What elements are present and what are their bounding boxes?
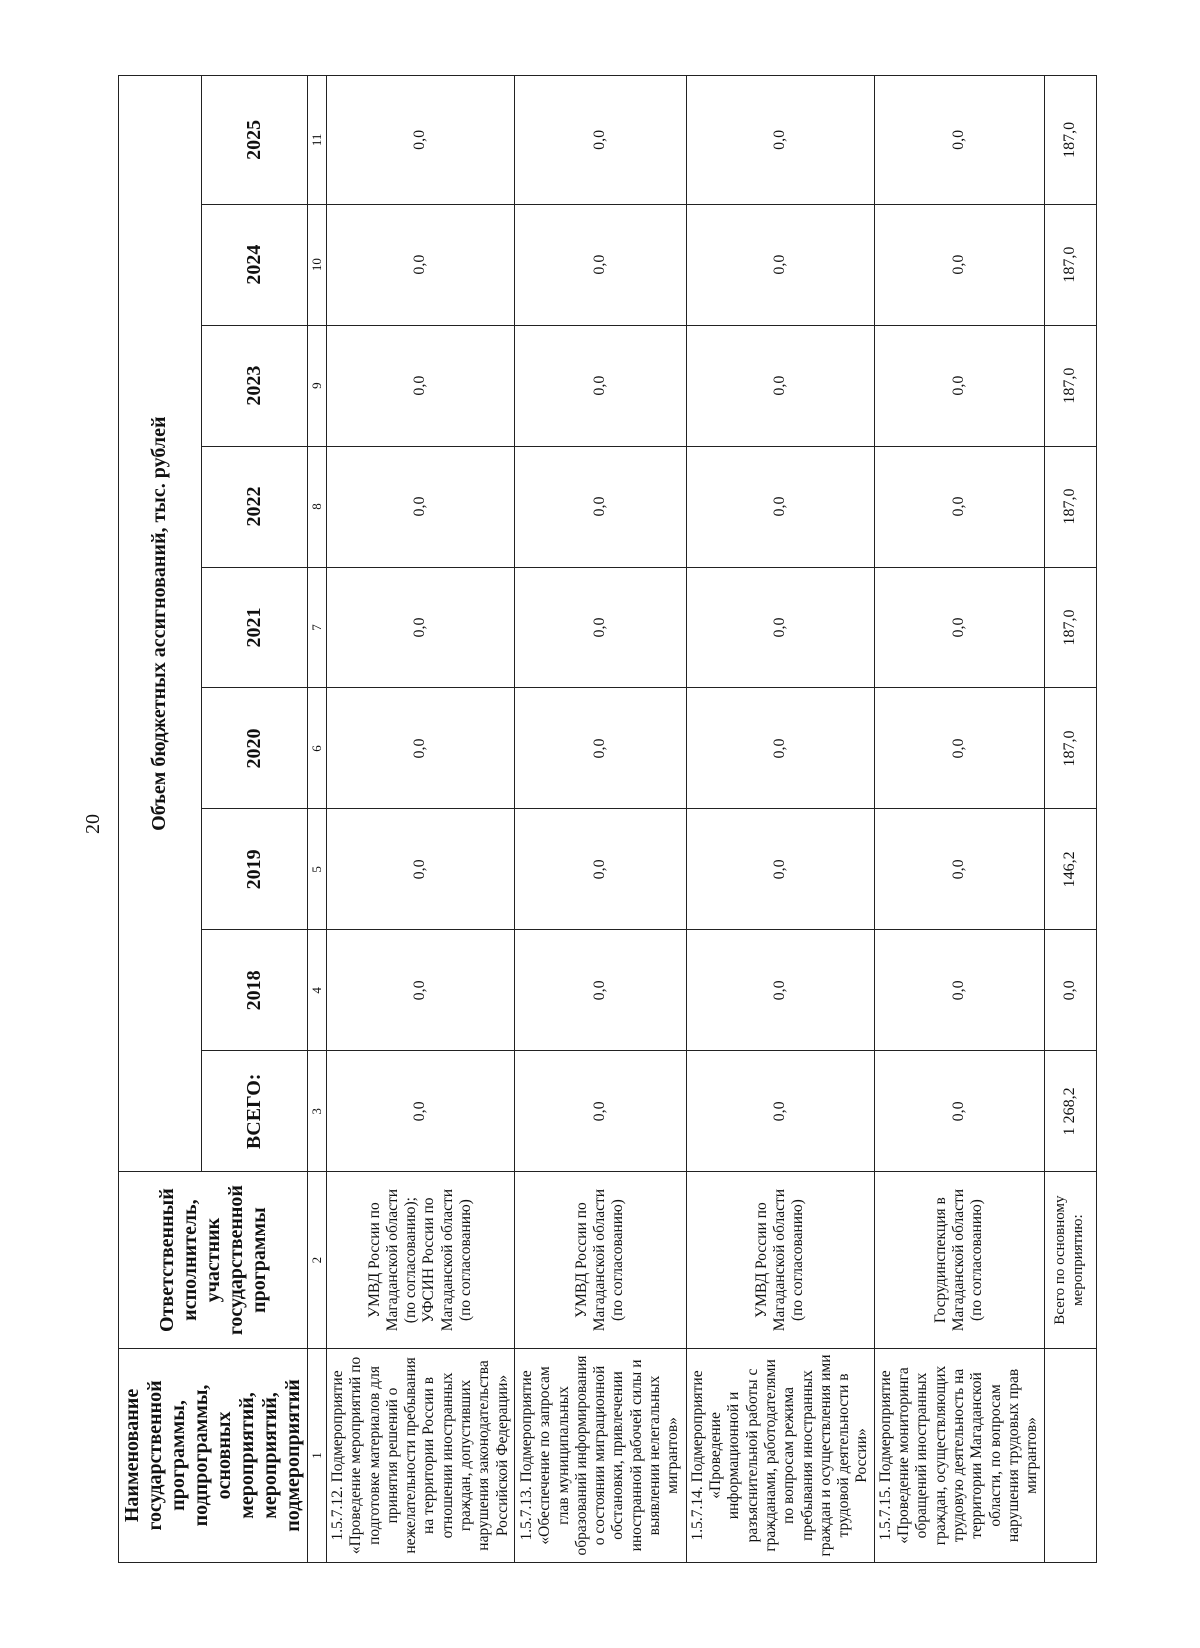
total-value: 1 268,2 — [1044, 1051, 1096, 1172]
budget-table — [118, 75, 1097, 1563]
header-year: 2023 — [201, 325, 307, 446]
page-number: 20 — [82, 814, 104, 834]
value-total: 0,0 — [874, 1051, 1044, 1172]
value-year: 0,0 — [327, 76, 515, 205]
value-year: 0,0 — [874, 325, 1044, 446]
column-number: 3 — [308, 1051, 327, 1172]
value-year: 0,0 — [327, 446, 515, 567]
value-year: 0,0 — [327, 567, 515, 688]
value-year: 0,0 — [874, 809, 1044, 930]
total-year-value: 0,0 — [1044, 930, 1096, 1051]
total-label: Всего по основному мероприятию: — [1044, 1172, 1096, 1349]
value-year: 0,0 — [686, 688, 874, 809]
value-year: 0,0 — [327, 325, 515, 446]
value-year: 0,0 — [327, 688, 515, 809]
column-number: 5 — [308, 809, 327, 930]
activity-name: 1.5.7.15. Подмероприятие «Проведение мониторинга обращений иностранных граждан, осуществляющих трудовую деятельность на территории Магаданской области, по вопросам нарушения трудовых прав мигрантов» — [874, 1348, 1044, 1562]
value-total: 0,0 — [514, 1051, 686, 1172]
value-year: 0,0 — [327, 930, 515, 1051]
activity-executor: УМВД России по Магаданской области (по согласованию); УФСИН России по Магаданской области (по согласованию) — [327, 1172, 515, 1349]
value-year: 0,0 — [874, 567, 1044, 688]
activity-executor: Госрудинспекция в Магаданской области (по согласованию) — [874, 1172, 1044, 1349]
value-total: 0,0 — [686, 1051, 874, 1172]
value-year: 0,0 — [327, 204, 515, 325]
value-year: 0,0 — [686, 204, 874, 325]
total-year-value: 187,0 — [1044, 204, 1096, 325]
activity-executor: УМВД России по Магаданской области (по согласованию) — [686, 1172, 874, 1349]
total-year-value: 187,0 — [1044, 688, 1096, 809]
table-row — [874, 76, 1044, 1563]
value-year: 0,0 — [514, 204, 686, 325]
value-year: 0,0 — [686, 930, 874, 1051]
total-year-value: 187,0 — [1044, 76, 1096, 205]
value-year: 0,0 — [686, 567, 874, 688]
value-year: 0,0 — [686, 446, 874, 567]
value-year: 0,0 — [327, 809, 515, 930]
column-number: 2 — [308, 1172, 327, 1349]
header-year: 2020 — [201, 688, 307, 809]
value-year: 0,0 — [514, 688, 686, 809]
value-year: 0,0 — [874, 688, 1044, 809]
header-year: 2019 — [201, 809, 307, 930]
table-row — [514, 76, 686, 1563]
column-number: 6 — [308, 688, 327, 809]
header-year: 2018 — [201, 930, 307, 1051]
header-year: 2021 — [201, 567, 307, 688]
header-total: ВСЕГО: — [201, 1051, 307, 1172]
value-year: 0,0 — [514, 446, 686, 567]
total-year-value: 146,2 — [1044, 809, 1096, 930]
value-total: 0,0 — [327, 1051, 515, 1172]
total-row — [1044, 76, 1096, 1563]
value-year: 0,0 — [686, 76, 874, 205]
value-year: 0,0 — [514, 930, 686, 1051]
value-year: 0,0 — [686, 809, 874, 930]
value-year: 0,0 — [514, 809, 686, 930]
activity-name: 1.5.7.14. Подмероприятие «Проведение информационной и разъяснительной работы с гражданами, работодателями по вопросам режима пребывания иностранных граждан и осуществления ими трудовой деятельности в России» — [686, 1348, 874, 1562]
table-row — [327, 76, 515, 1563]
total-year-value: 187,0 — [1044, 567, 1096, 688]
value-year: 0,0 — [874, 930, 1044, 1051]
value-year: 0,0 — [514, 325, 686, 446]
value-year: 0,0 — [514, 567, 686, 688]
total-year-value: 187,0 — [1044, 446, 1096, 567]
activity-executor: УМВД России по Магаданской области (по согласованию) — [514, 1172, 686, 1349]
value-year: 0,0 — [874, 76, 1044, 205]
column-number: 8 — [308, 446, 327, 567]
header-year: 2025 — [201, 76, 307, 205]
column-number-row — [308, 76, 327, 1563]
value-year: 0,0 — [874, 204, 1044, 325]
header-executor: Ответственный исполнитель, участник государственной программы — [119, 1172, 308, 1349]
column-number: 11 — [308, 76, 327, 205]
value-year: 0,0 — [514, 76, 686, 205]
header-name: Наименование государственной программы, подпрограммы, основных мероприятий, мероприятий, подмероприятий — [119, 1348, 308, 1562]
column-number: 9 — [308, 325, 327, 446]
column-number: 1 — [308, 1348, 327, 1562]
header-year: 2022 — [201, 446, 307, 567]
activity-name: 1.5.7.13. Подмероприятие «Обеспечение по запросам глав муниципальных образований информирования о состоянии миграционной обстановки, привлечении иностранной рабочей силы и выявлении нелегальных мигрантов» — [514, 1348, 686, 1562]
total-empty-cell — [1044, 1348, 1096, 1562]
column-number: 7 — [308, 567, 327, 688]
column-number: 4 — [308, 930, 327, 1051]
value-year: 0,0 — [874, 446, 1044, 567]
table-row — [686, 76, 874, 1563]
header-year: 2024 — [201, 204, 307, 325]
header-budget-group: Объем бюджетных ассигнований, тыс. рублей — [119, 76, 202, 1172]
column-number: 10 — [308, 204, 327, 325]
value-year: 0,0 — [686, 325, 874, 446]
total-year-value: 187,0 — [1044, 325, 1096, 446]
activity-name: 1.5.7.12. Подмероприятие «Проведение мероприятий по подготовке материалов для принятия решений о нежелательности пребывания на территории России в отношении иностранных граждан, допустивших нарушения законодательства Российской Федерации» — [327, 1348, 515, 1562]
